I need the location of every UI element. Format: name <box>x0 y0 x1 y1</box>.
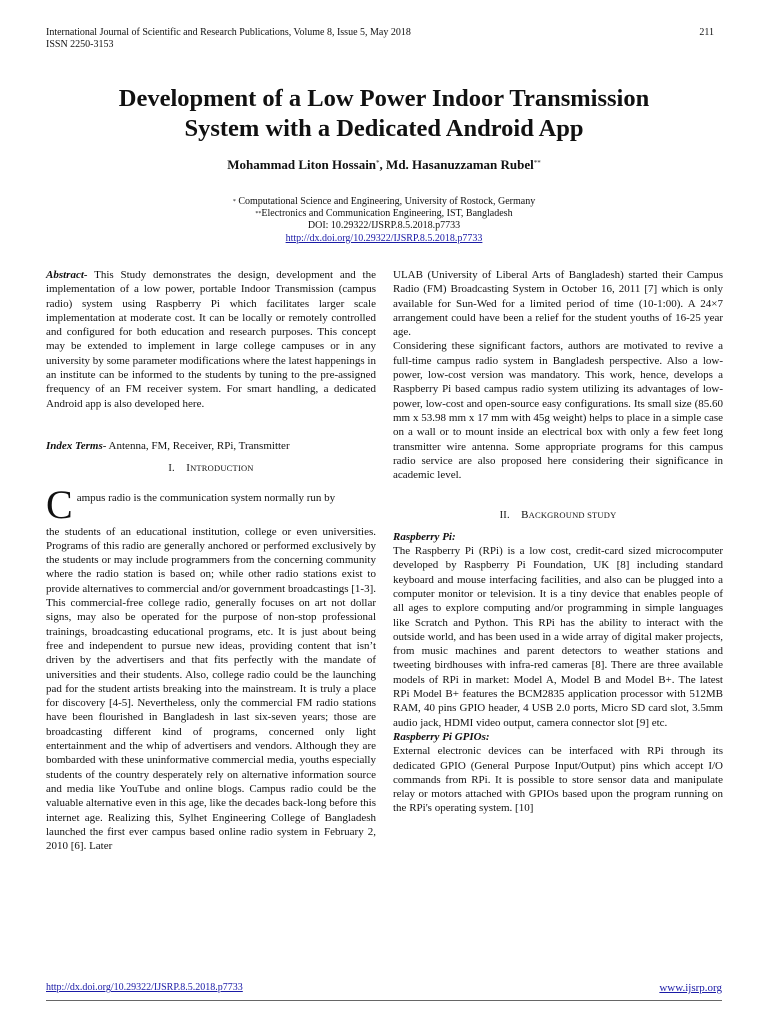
author-list <box>40 157 728 173</box>
paper-title <box>40 84 728 144</box>
author-2: Md. Hasanuzzaman Rubel <box>386 157 534 172</box>
author-1-mark: * <box>376 159 380 167</box>
title-line-2: System with a Dedicated Android App <box>184 115 584 142</box>
left-column <box>46 268 376 853</box>
abstract-label: Abstract- <box>46 269 88 281</box>
doi: DOI: 10.29322/IJSRP.8.5.2018.p7733 <box>307 220 461 232</box>
affiliation-1-text: Computational Science and Engineering, University of Rostock, Germany <box>235 196 536 207</box>
issn: ISSN 2250-3153 <box>46 39 114 50</box>
abstract-text: This Study demonstrates the design, development and the implementation of a low power, portable Indoor Transmission (campus radio) system using Raspberry Pi which facilitates larger scale implementation at moderate cost. It can be locally or remotely controlled and configured for both education and research purposes. This concept may be extended to implement in large college campuses or in any university by some parameter modifications where the latest happenings in an institute can be informed to the students by tuning to the pre-assigned frequency of an FM receiver system. For smart handling, a dedicated Android app is also developed here. <box>46 269 376 410</box>
section-heading-introduction <box>46 461 376 476</box>
section-2-numeral: II. <box>499 510 510 522</box>
doi-link[interactable]: http://dx.doi.org/10.29322/IJSRP.8.5.2018.p7733 <box>285 232 483 244</box>
subheading-raspberry-pi: Raspberry Pi: <box>393 530 456 543</box>
footer-doi-link[interactable]: http://dx.doi.org/10.29322/IJSRP.8.5.2018.p7733 <box>46 982 243 993</box>
page-number: 211 <box>699 27 714 38</box>
footer-site-link[interactable]: www.ijsrp.org <box>659 982 722 994</box>
affiliation-1-mark: * <box>232 199 236 205</box>
author-1: Mohammad Liton Hossain <box>227 157 377 172</box>
abstract <box>46 268 376 411</box>
section-1-cap: I <box>186 462 191 475</box>
affiliations <box>40 196 728 245</box>
affiliation-1 <box>40 196 728 208</box>
drop-cap: C <box>46 481 73 527</box>
section-1-rest: NTRODUCTION <box>190 463 254 474</box>
subheading-gpio: Raspberry Pi GPIOs: <box>393 730 490 743</box>
author-separator: , <box>379 157 387 172</box>
index-terms-text: - Antenna, FM, Receiver, RPi, Transmitter <box>102 439 290 452</box>
affiliation-2-text: Electronics and Communication Engineering, IST, Bangladesh <box>261 208 513 220</box>
section-2-rest: ACKGROUND STUDY <box>528 510 617 521</box>
intro-body: the students of an educational institution, college or even universities. Programs of this radio are generally anchored or performed exclusively by the students or may include programmers from the concerning community where the radio station is based on; while other radio stations exist to provide alternatives to commercial and/or government broadcastings [1-3]. This commercial-free college radio, generally focuses on art not dollar signs, may also be operated for the purpose of non-stop professional trainings, broadcasting educational programs, etc. It is just about being free and independent to pursue new ideas, providing content that isn’t driven by the advertisers and that fits perfectly with the mandate of universities and their students. Also, college radio could be the launching pad for the student artists breaking into the mainstream. It is truly a place for discovery [4-5]. Nevertheless, only the commercial FM radio stations have been flourished in Bangladesh in last six-seven years; those are broadcasting different kind of programs, concerned only light entertainment and the whip of advertisers and vendors. Although they are bombarded with these uninformative commercial media, youths especially students of the country desperately rely on alternative information source and media like YouTube and online blogs. Campus radio could be the valuable alternative even in this age, like the decades back-long before this internet age. Realizing this, Sylhet Engineering College of Bangladesh launched the first ever campus based online radio system in February 2, 2010 [6]. Later <box>46 525 376 853</box>
section-1-numeral: I. <box>168 463 175 475</box>
intro-continued-paragraph-1: ULAB (University of Liberal Arts of Bangladesh) started their Campus Radio (FM) Broadcasting System in October 16, 2011 [7] which is only available for Sun-Wed for a limited period of time (10-1:00). A 24×7 arrangement could have been a relief for the student youths of 16-25 year age. <box>393 269 723 339</box>
journal-citation: International Journal of Scientific and Research Publications, Volume 8, Issue 5, May 2018 <box>46 27 411 38</box>
page-footer <box>46 982 722 994</box>
author-2-mark: ** <box>533 159 541 167</box>
intro-continued-paragraph-2: Considering these significant factors, authors are motivated to revive a full-time campus radio system in Bangladesh perspective. Also a low-power, low-cost version was mandatory. This work, hence, develops a Raspberry Pi based campus radio system utilizing its advantages of low-power, low-cost and open-source easy configurations. Its small size (85.60 mm x 53.98 mm x 17 mm with 45g weight) helps to place in a simple case on a wall or to mount inside an electrical box with only a few feet long transmitter wire antenna. Some appropriate programs for this campus radio service are also proposed here considering their significance in academic level. <box>393 340 723 482</box>
introduction-paragraph <box>46 481 376 854</box>
title-line-1: Development of a Low Power Indoor Transmission <box>118 85 650 112</box>
index-terms <box>46 439 376 453</box>
running-header <box>46 27 714 51</box>
section-heading-background <box>393 508 723 523</box>
right-column <box>393 268 723 816</box>
footer-divider <box>46 1000 722 1001</box>
index-terms-label: Index Terms <box>46 439 103 452</box>
intro-first-line: ampus radio is the communication system normally run by <box>76 491 336 504</box>
affiliation-2 <box>40 208 728 220</box>
raspberry-pi-paragraph: The Raspberry Pi (RPi) is a low cost, credit-card sized microcomputer developed by Raspberry Pi Foundation, UK [8] including standard keyboard and mouse interfacing facilities, and also can be plugged into a computer monitor or television. It is a tiny device that enables people of all ages to explore computing and/or programming in simple languages like Scratch and Python. This RPi has the ability to interact with the outside world, and has been used in a wide array of digital maker projects, from music machines and parent detectors to weather stations and tweeting birdhouses with infra-red cameras [8]. There are three available models of RPi in market: Model A, Model B and Model B+. The latest RPi Model B+ features the BCM2835 application processor with 512MB RAM, 40 pins GPIO header, 4 USB 2.0 ports, Micro SD card slot, 3.5mm audio jack, HDMI video output, camera connector slot [9] etc. <box>393 545 723 729</box>
gpio-paragraph: External electronic devices can be interfaced with RPi through its dedicated GPIO (General Purpose Input/Output) pins which accept I/O commands from RPi. It is possible to store sensor data and manipulate relay or motors attached with GPIOs based upon the program running on the RPi's operating system. [10] <box>393 745 723 815</box>
affiliation-2-mark: ** <box>255 211 262 218</box>
section-2-cap: B <box>521 509 529 522</box>
